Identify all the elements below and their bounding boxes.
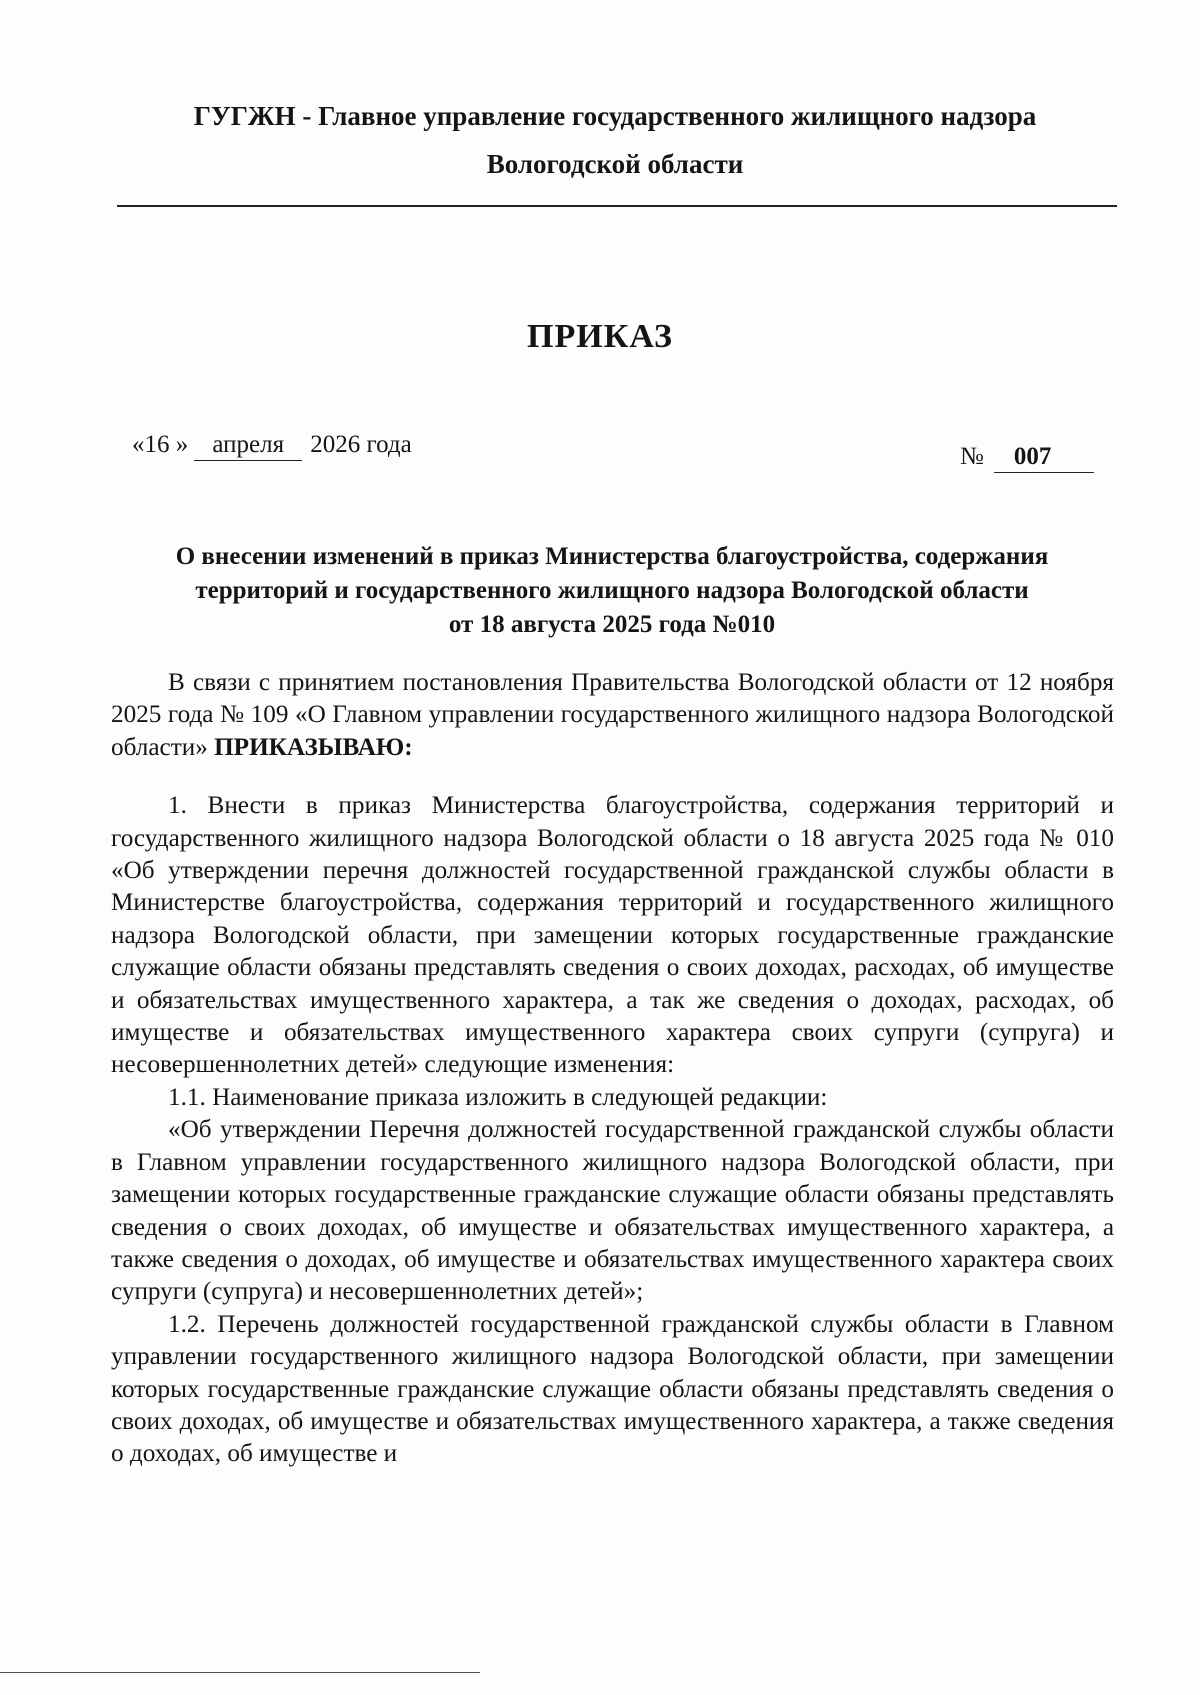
subject-line-2: территорий и государственного жилищного надзора Вологодской области (195, 577, 1029, 604)
document-title: ПРИКАЗ (527, 318, 673, 355)
subject-line-1: О внесении изменений в приказ Министерства благоустройства, содержания (175, 543, 1049, 570)
preamble-command: ПРИКАЗЫВАЮ: (214, 733, 413, 761)
organization-header (110, 92, 1120, 188)
subject-line-3: от 18 августа 2025 года №010 (448, 611, 776, 638)
header-line-2: Вологодской области (486, 149, 744, 179)
header-divider (117, 205, 1117, 207)
date-month: апреля (194, 430, 302, 461)
header-line-1: ГУГЖН - Главное управление государственного жилищного надзора (193, 101, 1037, 131)
order-body (111, 667, 1114, 1471)
item-1-2-paragraph: 1.2. Перечень должностей государственной гражданской службы области в Главном управлении государственного жилищного надзора Вологодской области, при замещении которых государственные гражданские служащие области обязаны представлять сведения о своих доходах, об имуществе и обязательствах имущественного характера, а также сведения о доходах, об имуществе и (111, 1310, 1114, 1468)
footer-divider (0, 1672, 480, 1673)
order-subject (112, 540, 1112, 642)
number-value: 007 (994, 442, 1094, 473)
item-1-paragraph: 1. Внести в приказ Министерства благоустройства, содержания территорий и государственного жилищного надзора Вологодской области о 18 августа 2025 года № 010 «Об утверждении перечня должностей государственной гражданской службы области в Министерстве благоустройства, содержания территорий и государственного жилищного надзора Вологодской области, при замещении которых государственные гражданские служащие области обязаны представлять сведения о своих доходах, расходах, об имуществе и обязательствах имущественного характера, а так же сведения о доходах, расходах, об имуществе и обязательствах имущественного характера своих супруги (супруга) и несовершеннолетних детей» следующие изменения: (111, 792, 1114, 1079)
order-date (132, 430, 412, 461)
item-1-1-quote-paragraph: «Об утверждении Перечня должностей государственной гражданской службы области в Главном управлении государственного жилищного надзора Вологодской области, при замещении которых государственные гражданские служащие области обязаны представлять сведения о своих доходах, об имуществе и обязательствах имущественного характера, а также сведения о доходах, об имуществе и обязательствах имущественного характера своих супруги (супруга) и несовершеннолетних детей»; (111, 1116, 1114, 1306)
date-year: 2026 года (310, 431, 412, 458)
order-number (960, 442, 1094, 473)
number-sign: № (960, 443, 984, 470)
item-1-1-paragraph: 1.1. Наименование приказа изложить в следующей редакции: (168, 1083, 828, 1111)
date-day: «16 » (132, 431, 189, 458)
preamble-paragraph (111, 667, 1114, 764)
preamble-text: В связи с принятием постановления Правительства Вологодской области от 12 ноября 2025 года № 109 «О Главном управлении государственного жилищного надзора Вологодской области» (111, 669, 1114, 761)
